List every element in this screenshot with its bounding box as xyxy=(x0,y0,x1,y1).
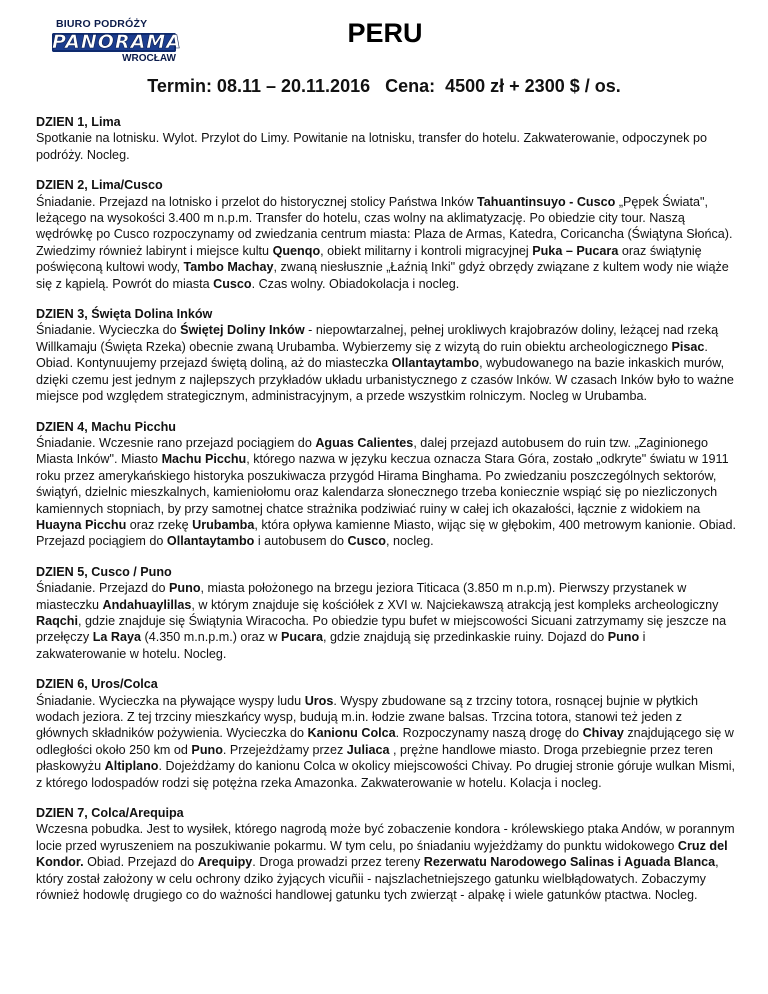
description-text: , nocleg. xyxy=(386,534,434,549)
place-name: Kanionu Colca xyxy=(307,726,396,741)
trip-dates-price: Termin: 08.11 – 20.11.2016 Cena: 4500 zł + 2300 $ / os. xyxy=(147,76,621,96)
description-text: . Dojeżdżamy do kanionu Colca w okolicy miejscowości Chivay. Po drugiej stronie góruje wulkan Mismi, z którego lodospadów rodzi się potężna rzeka Amazonka. Zakwaterowanie w hotelu. Kolacja i nocleg. xyxy=(36,759,735,790)
place-name: Puno xyxy=(191,742,223,757)
logo-city-text: WROCŁAW xyxy=(122,53,176,64)
place-name: Raqchi xyxy=(36,613,78,628)
place-name: La Raya xyxy=(92,630,142,645)
day-description xyxy=(36,194,738,292)
description-text: oraz świątynię poświęconą kultowi wody, xyxy=(36,243,702,275)
description-text: , gdzie znajdują się przedinkaskie ruiny. Dojazd do xyxy=(323,630,608,645)
place-name: Pisac xyxy=(671,339,705,354)
place-name: Puno xyxy=(169,581,201,596)
description-text: . Wyspy zbudowane są z trzciny totora, rosnącej bujnie w płytkich wodach jeziora. Z tej trzciny mieszkańcy wysp, budują m.in. łodzie zwane balsas. Trzcina totora, stanowi też jeden z głównych składników pożywienia. Wycieczka do xyxy=(36,693,698,741)
day-description xyxy=(36,821,738,903)
day-section xyxy=(36,676,738,791)
logo-top-text: BIURO PODRÓŻY xyxy=(56,18,148,30)
description-text: , w którym znajduje się kościółek z XVI w. Najciekawszą atrakcją jest kompleks archeologiczny xyxy=(191,597,719,612)
place-name: Machu Picchu xyxy=(161,452,247,467)
description-text: Śniadanie. Wycieczka do xyxy=(36,323,181,338)
place-name: Ollantaytambo xyxy=(166,534,255,549)
place-name: Andahuaylillas xyxy=(102,597,192,612)
place-name: Urubamba xyxy=(192,517,255,532)
day-heading: DZIEN 2, Lima/Cusco xyxy=(36,178,163,193)
description-text: , obiekt militarny i kontroli migracyjnej xyxy=(320,243,533,258)
day-section xyxy=(36,419,738,550)
description-text: „Pępek Świata", leżącego na wysokości 3.400 m n.p.m. Transfer do hotelu, czas wolny na aklimatyzację. Po obiedzie city tour. Naszą wędrówkę po Cusco rozpoczynamy od zwiedzania centrum miasta: Plaza de Armas, Katedra, Coricancha (Świątyna Słońca). Zwiedzimy również labirynt i miejsce kultu xyxy=(36,194,733,258)
description-text: . Rozpoczynamy naszą drogę do xyxy=(395,726,583,741)
place-name: Tahuantinsuyo - Cusco xyxy=(477,194,616,209)
description-text: Wczesna pobudka. Jest to wysiłek, którego nagrodą może być zobaczenie kondora - królewskiego ptaka Andów, w porannym locie przed wyruszeniem na poszukiwanie pokarmu. W tym celu, po śniadaniu wyjeżdżamy do punktu widokowego xyxy=(36,822,735,853)
place-name: Juliaca xyxy=(346,742,390,757)
company-logo xyxy=(52,18,182,66)
description-text: . Czas wolny. Obiadokolacja i nocleg. xyxy=(251,276,460,291)
place-name: Aguas Calientes xyxy=(315,435,414,450)
place-name: Puno xyxy=(607,630,640,645)
description-text: . Obiad. Kontynuujemy przejazd świętą doliną, aż do miasteczka xyxy=(36,339,708,371)
description-text: i autobusem do xyxy=(254,534,348,549)
description-text: - niepowtarzalnej, pełnej urokliwych krajobrazów doliny, leżącej nad rzeką Willkamaju (Święta Rzeka) obecnie zwaną Urubamba. Wybierzemy się z wizytą do ruin obiektu archeologicznego xyxy=(36,323,719,354)
day-section xyxy=(36,177,738,292)
day-description xyxy=(36,693,738,791)
description-text: Śniadanie. Przejazd do xyxy=(36,581,170,596)
day-heading: DZIEN 5, Cusco / Puno xyxy=(36,564,172,579)
description-text: i zakwaterowanie w hotelu. Nocleg. xyxy=(36,630,646,661)
place-name: Quenqo xyxy=(272,243,321,258)
place-name: Pucara xyxy=(281,630,324,645)
description-text: . Droga prowadzi przez tereny xyxy=(252,855,424,870)
description-text: , dalej przejazd autobusem do ruin tzw. „Zaginionego Miasta Inków". Miasto xyxy=(36,435,709,467)
place-name: Chivay xyxy=(582,726,624,741)
day-description xyxy=(36,130,738,163)
page-title: PERU xyxy=(347,18,423,48)
description-text: znajdującego się w odległości około 250 km od xyxy=(36,726,734,757)
place-name: Uros xyxy=(304,693,334,708)
place-name: Altiplano xyxy=(104,759,159,774)
day-section xyxy=(36,306,738,404)
description-text: , zwaną niesłusznie „Łaźnią Inki" gdyż obrzędy związane z kultem wody nie wiąże się z kąpielą. Powrót do miasta xyxy=(36,260,729,291)
day-section xyxy=(36,114,738,163)
day-heading: DZIEN 3, Święta Dolina Inków xyxy=(36,307,213,322)
description-text: Śniadanie. Wycieczka na pływające wyspy ludu xyxy=(36,693,305,708)
description-text: , którego nazwa w języku keczua oznacza Stara Góra, zostało „odkryte" światu w 1911 roku przez amerykańskiego historyka poszukiwacza przygód Hirama Binghama. Po zwiedzaniu poszczególnych sektorów, świątyń, dzielnic mieszkalnych, kamieniołomu oraz kalendarza słonecznego trzeba koniecznie wspiąć się po niezliczonych kamiennych stopniach, by przy samotnej chatce strażnika podziwiać ruiny w całej ich okazałości, łącznie z widokiem na xyxy=(36,452,729,516)
place-name: Ollantaytambo xyxy=(391,356,480,371)
itinerary xyxy=(36,114,738,917)
place-name: Cusco xyxy=(213,276,252,291)
place-name: Huayna Picchu xyxy=(36,517,127,532)
day-heading: DZIEN 7, Colca/Arequipa xyxy=(36,806,184,821)
day-section xyxy=(36,805,738,903)
description-text: oraz rzekę xyxy=(126,517,193,532)
day-description xyxy=(36,322,738,404)
description-text: , która opływa kamienne Miasto, wijąc się w głębokim, 400 metrowym kanionie. Obiad. Przejazd pociągiem do xyxy=(36,517,736,549)
place-name: Rezerwatu Narodowego Salinas i Aguada Blanca xyxy=(423,855,716,870)
day-description xyxy=(36,435,738,550)
place-name: Cusco xyxy=(347,534,387,549)
day-heading: DZIEN 6, Uros/Colca xyxy=(36,677,158,692)
day-description xyxy=(36,580,738,662)
day-heading: DZIEN 4, Machu Picchu xyxy=(36,419,176,434)
description-text: Spotkanie na lotnisku. Wylot. Przylot do Limy. Powitanie na lotnisku, transfer do hotelu. Zakwaterowanie, odpoczynek po podróży. Nocleg. xyxy=(36,131,707,162)
place-name: Świętej Doliny Inków xyxy=(180,323,305,338)
description-text: , miasta położonego na brzegu jeziora Titicaca (3.850 m n.p.m). Pierwszy przystanek w miasteczku xyxy=(36,581,687,612)
place-name: Puka – Pucara xyxy=(532,243,619,258)
place-name: Cruz del Kondor. xyxy=(36,838,728,870)
description-text: (4.350 m.n.p.m.) oraz w xyxy=(141,630,281,645)
logo-brand-text: PANORAMA xyxy=(52,31,182,53)
description-text: , wybudowanego na bazie inkaskich murów, dzięki czemu jest jednym z najlepszych przykładów układu urbanistycznego z czasów Inków. W czasach Inków było to ważne miejsce pod względem strategicznym, administracyjnym, a przede wszystkim rolniczym. Nocleg w Urubamba. xyxy=(36,356,734,404)
place-name: Tambo Machay xyxy=(183,260,274,275)
description-text: Śniadanie. Wczesnie rano przejazd pociągiem do xyxy=(36,435,316,450)
description-text: Śniadanie. Przejazd na lotnisko i przelot do historycznej stolicy Państwa Inków xyxy=(36,194,478,209)
description-text: Obiad. Przejazd do xyxy=(83,855,198,870)
day-section xyxy=(36,564,738,662)
description-text: , gdzie znajduje się Świątynia Wiracocha. Po obiedzie typu bufet w miejscowości Sicuani zatrzymamy się jeszcze na przełęczy xyxy=(36,613,727,645)
place-name: Arequipy xyxy=(197,855,253,870)
description-text: , który został założony w celu ochrony dziko żyjących vicuñii - najszlachetniejszego gatunku wielbłądowatych. Zobaczymy również hodowlę drugiego co do ważności handlowej gatunku tych zwierząt - alpakę i wiele gatunków ptactwa. Nocleg. xyxy=(36,855,719,903)
description-text: , prężne handlowe miasto. Droga przebiegnie przez teren płaskowyżu xyxy=(36,742,713,774)
description-text: . Przejeżdżamy przez xyxy=(222,742,347,757)
day-heading: DZIEN 1, Lima xyxy=(36,115,121,129)
